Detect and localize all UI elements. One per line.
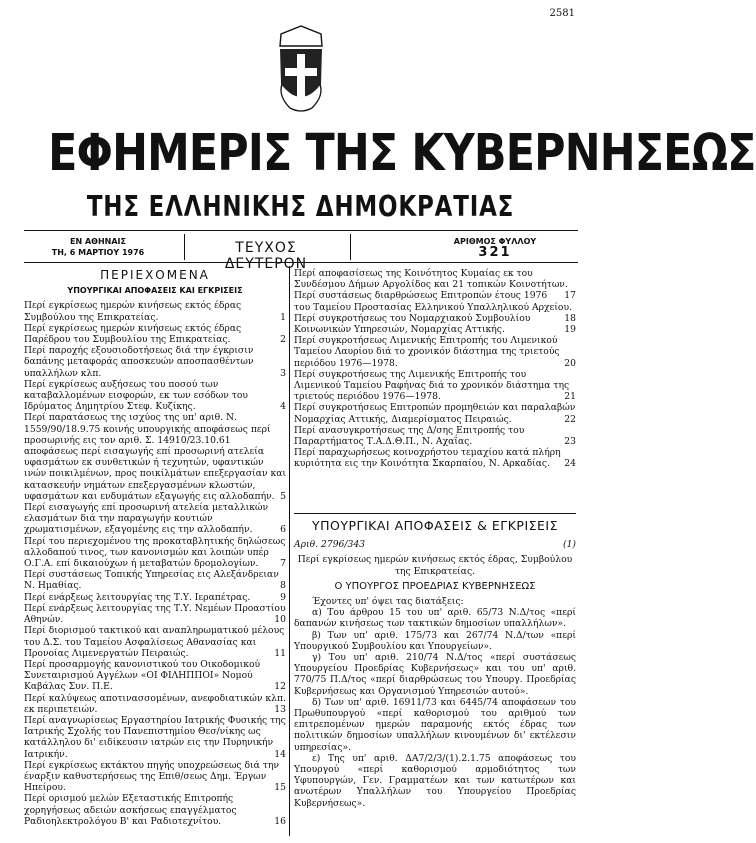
masthead-divider: [350, 234, 351, 260]
toc-entry-page: 5: [280, 490, 286, 502]
toc-entry-page: 17: [564, 290, 576, 302]
toc-entry-page: 20: [564, 357, 576, 369]
toc-entry-page: 9: [280, 591, 286, 603]
toc-entry: [24, 592, 286, 603]
toc-entry-text: Περί συγκροτήσεως Επιτροπών προμηθειών και παραλαβών Νομαρχίας Αττικής, Διαμερίσματος Πειραιώς.: [294, 402, 576, 425]
toc-entry: [24, 323, 286, 345]
decision-item: β) Των υπ' αριθ. 175/73 και 267/74 Ν.Δ/των «περί Υπουργικού Συμβουλίου και Υπουργείων».: [294, 629, 576, 652]
toc-entry-text: Περί συγκροτήσεως της Λιμενικής Επιτροπής του Λιμενικού Ταμείου Ραφήνας διά το χρονικόν διάστημα της τριετούς περιόδου 1976—1978.: [294, 368, 570, 403]
toc-entry-page: 10: [274, 614, 286, 626]
decision-ref-number: Αριθ. 2796/343: [294, 539, 366, 551]
sheet-number-block: [440, 236, 550, 258]
toc-entry-text: Περί ανασυγκροτήσεως της Δ/σης Επιτροπής του Παραρτήματος Τ.Α.Δ.Θ.Π., Ν. Αχαΐας.: [294, 424, 525, 448]
newspaper-title: ΕΦΗΜΕΡΙΣ ΤΗΣ ΚΥΒΕΡΝΗΣΕΩΣ: [48, 124, 756, 183]
issue-series: ΤΕΥΧΟΣ ΔΕΥΤΕΡΟΝ: [224, 240, 308, 272]
toc-entry-text: Περί παρατάσεως της ισχύος της υπ' αριθ. Ν. 1559/90/18.9.75 κοινής υπουργικής αποφάσεως περί προσωρινής εις τον αριθ. Σ. 14910/23.10.61 αποφάσεως περί εισαγωγής επί προσωρινή ατελεία υφασμάτων εκ συνθετικών ή τεχνητών, υφαντικών ινών ποικιλμένων, προς ποικίλμάτων επεξεργασίαν και κατασκευήν νημάτων επεξεργασμένων κλωστών, υφασμάτων και ενδυμάτων εξαγωγής εις αλλοδαπήν.: [24, 412, 286, 502]
decision-authority: Ο ΥΠΟΥΡΓΟΣ ΠΡΟΕΔΡΙΑΣ ΚΥΒΕΡΝΗΣΕΩΣ: [334, 580, 536, 592]
issue-date: ΤΗ, 6 ΜΑΡΤΙΟΥ 1976: [51, 248, 145, 257]
toc-entry: [24, 345, 286, 379]
toc-entry-page: 12: [274, 681, 286, 693]
toc-entry-text: Περί συστάσεως διαρθρώσεως Επιτροπών έτους 1976 του Ταμείου Προστασίας Ελληνικού Υπαλληλικού Αρχείου.: [294, 290, 572, 313]
toc-entry-text: Περί προσαρμογής κανονιστικού του Οικοδομικού Συνεταιρισμού Αγγέλων «ΟΙ ΦΙΛΗΠΠΟΙ» Νομού Καβάλας Συν. Π.Ε.: [24, 658, 261, 693]
toc-entry-text: Περί αποφασίσεως της Κοινότητος Κυμαίας εκ του Συνδέσμου Δήμων Αργολίδος και 21 τοπικών Κοινοτήτων.: [294, 268, 568, 291]
page-number: 2581: [549, 8, 575, 19]
masthead-divider: [184, 234, 185, 260]
toc-subheading: ΥΠΟΥΡΓΙΚΑΙ ΑΠΟΦΑΣΕΙΣ ΚΑΙ ΕΓΚΡΙΣΕΙΣ: [67, 286, 243, 296]
toc-entry: [24, 715, 286, 760]
toc-entry-page: 7: [280, 558, 286, 570]
toc-entry-text: Περί εγκρίσεως ημερών κινήσεως εκτός έδρας Παρέδρου του Συμβουλίου της Επικρατείας.: [24, 322, 242, 346]
toc-entry-page: 21: [564, 391, 576, 403]
toc-entry-page: 14: [274, 748, 286, 760]
toc-entry: [24, 603, 286, 625]
toc-entry-text: Περί εισαγωγής επί προσωρινή ατελεία μεταλλικών ελασμάτων διά την παραγωγήν κουτιών χρωματισμένων, εξαγομένης εις την αλλοδαπήν.: [24, 502, 269, 536]
toc-heading: ΠΕΡΙΕΧΟΜΕΝΑ: [100, 268, 210, 282]
toc-left-column: [24, 268, 286, 827]
toc-entry-page: 13: [274, 703, 286, 715]
toc-entry-page: 24: [564, 458, 576, 470]
toc-entry: [294, 369, 576, 403]
toc-entry: [294, 313, 576, 335]
issue-place-date: [38, 236, 158, 258]
toc-entry-text: Περί συστάσεως Τοπικής Υπηρεσίας εις Αλεξάνδρειαν Ν. Ημαθίας.: [24, 569, 279, 592]
toc-entry: [24, 412, 286, 502]
toc-entry: [24, 536, 286, 570]
toc-entry-page: 3: [280, 367, 286, 379]
section-rule: [294, 513, 576, 514]
toc-entry-text: Περί αναγνωρίσεως Εργαστηρίου Ιατρικής Φυσικής της Ιατρικής Σχολής του Πανεπιστημίου Θεσ/νίκης ως κατάλληλου δι' ειδίκευσιν ιατρών εις την Πυρηνικήν Ιατρικήν.: [24, 714, 286, 760]
toc-entry-text: Περί ενάρξεως λειτουργίας της Τ.Υ. Ιεραπέτρας.: [24, 591, 251, 603]
toc-entry: [294, 425, 576, 447]
toc-entry-page: 2: [280, 334, 286, 346]
decision-ref-index: (1): [562, 539, 576, 551]
newspaper-subtitle: ΤΗΣ ΕΛΛΗΝΙΚΗΣ ΔΗΜΟΚΡΑΤΙΑΣ: [86, 190, 515, 223]
masthead-top-rule: [24, 230, 578, 231]
toc-entry: [24, 659, 286, 693]
toc-entry-text: Περί ενάρξεως λειτουργίας της Τ.Υ. Νεμέων Προαστίου Αθηνών.: [24, 602, 286, 626]
toc-entry-page: 4: [280, 401, 286, 413]
coat-of-arms-emblem: [276, 24, 326, 116]
toc-right-column: [294, 268, 576, 470]
decision-reference: [294, 539, 576, 550]
toc-entry: [24, 693, 286, 715]
toc-entry-text: Περί εγκρίσεως ημερών κινήσεως εκτός έδρας Συμβούλου της Επικρατείας.: [24, 300, 242, 323]
section-heading: ΥΠΟΥΡΓΙΚΑΙ ΑΠΟΦΑΣΕΙΣ & ΕΓΚΡΙΣΕΙΣ: [311, 518, 559, 533]
toc-entry: [294, 447, 576, 469]
toc-entry: [24, 760, 286, 794]
toc-entry-page: 6: [280, 524, 286, 536]
toc-entry: [24, 502, 286, 536]
toc-entry-page: 22: [564, 413, 576, 425]
toc-entry: [24, 793, 286, 827]
toc-entry-text: Περί παραχωρήσεως κοινοχρήστου τεμαχίου κατά πλήρη κυριότητα εις την Κοινότητα Σκαρπαίου, Ν. Αρκαδίας.: [294, 447, 561, 470]
decision-items: [294, 607, 576, 809]
toc-entry-page: 19: [564, 324, 576, 336]
sheet-number: 321: [478, 245, 512, 260]
toc-entry-page: 15: [274, 782, 286, 794]
toc-entry: [294, 335, 576, 369]
decision-item: α) Του άρθρου 15 του υπ' αριθ. 65/73 Ν.Δ/τος «περί δαπανών κινήσεως των τακτικών δημοσίων υπαλλήλων».: [294, 607, 576, 630]
toc-entry-page: 8: [280, 580, 286, 592]
toc-entry-page: 1: [280, 311, 286, 323]
decision-intro: Περί εγκρίσεως ημερών κινήσεως εκτός έδρας, Συμβούλου της Επικρατείας.: [297, 554, 573, 577]
toc-entry-page: 18: [564, 312, 576, 324]
toc-entry-text: Περί του περιεχομένου της προκαταβλητικής δηλώσεως αλλοδαπού τινος, των κανονισμών και λοιπών υπέρ Ο.Γ.Α. επί δικαιούχων ή μεταβατών δρομολογίων.: [24, 535, 286, 570]
toc-entry-text: Περί καλύψεως αποτινασσομένων, ανεφοδιατικών κλπ. εκ περιπετειών.: [24, 692, 286, 715]
decision-body: [294, 510, 576, 809]
toc-entry: [24, 625, 286, 659]
decision-item: γ) Του υπ' αριθ. 210/74 Ν.Δ/τος «περί συστάσεως Υπουργείου Προεδρίας Κυβερνήσεως» και του υπ' αριθ. 770/75 Π.Δ/τος «περί διαρθρώσεως του Υπουργ. Προεδρίας Κυβερνήσεως και Οργανισμού Υπηρεσιών αυτού».: [294, 652, 576, 697]
decision-item: δ) Των υπ' αριθ. 16911/73 και 6445/74 αποφάσεων του Πρωθυπουργού «περί καθορισμού του αριθμού των επιτρεπομένων ημερών παραμονής εκτός έδρας των πολιτικών δημοσίων υπαλλήλων κινουμένων δι' εκτέλεσιν υπηρεσίας».: [294, 696, 576, 753]
toc-entry-text: Περί συγκροτήσεως Λιμενικής Επιτροπής του Λιμενικού Ταμείου Λαυρίου διά το χρονικόν διάστημα της τριετούς περιόδου 1976—1978.: [294, 335, 560, 369]
toc-entry: [24, 300, 286, 322]
toc-entry: [294, 402, 576, 424]
masthead-bottom-rule: [24, 262, 578, 263]
toc-entry: [24, 379, 286, 413]
toc-right-list: [294, 268, 576, 470]
toc-entry-text: Περί ορισμού μελών Εξεταστικής Επιτροπής χορηγήσεως αδειών ασκήσεως επαγγέλματος Ραδιοηλεκτρολόγου Β' και Ραδιοτεχνίτου.: [24, 793, 237, 827]
toc-entry-text: Περί εγκρίσεως αυξήσεως του ποσού των καταβαλλομένων εισφορών, εκ των εσόδων του Ιδρύματος Δημητρίου Στεφ. Κυζίκης.: [24, 378, 248, 413]
decision-item: ε) Της υπ' αριθ. ΔΑ7/2/3/(1).2.1.75 αποφάσεως του Υπουργού «περί καθορισμού αρμοδιότητος των Υφυπουργών, Γεν. Γραμματέων και των κατωτέρων και ανωτέρων Υπαλλήλων του Υπουργείου Προεδρίας Κυβερνήσεως».: [294, 752, 576, 809]
sheet-number-label: ΑΡΙΘΜΟΣ ΦΥΛΛΟΥ: [453, 237, 537, 246]
toc-left-list: [24, 300, 286, 827]
toc-entry-text: Περί εγκρίσεως εκτάκτου πηγής υποχρεώσεως διά την έναρξιν καθυστερήσεως της Επιθ/σεως Δημ. Έργων Ηπείρου.: [24, 759, 279, 794]
decision-considering: Έχοντες υπ' όψει τας διατάξεις:: [312, 596, 464, 608]
column-divider: [289, 266, 290, 836]
toc-entry-text: Περί παροχής εξουσιοδοτήσεως διά την έγκρισιν δαπάνης μεταφοράς αποσκευών αποσπασθέντων υπαλλήλων κλπ.: [24, 345, 254, 379]
toc-entry-text: Περί συγκροτήσεως του Νομαρχιακού Συμβουλίου Κοινωνικών Υπηρεσιών, Νομαρχίας Αττικής.: [294, 312, 531, 336]
toc-entry-page: 11: [274, 647, 286, 659]
toc-entry-page: 16: [274, 815, 286, 827]
toc-entry-page: 23: [564, 436, 576, 448]
toc-entry-text: Περί διορισμού τακτικού και αναπληρωματικού μέλους του Δ.Σ. του Ταμείου Ασφαλίσεως Αθανασίας και Προνοίας Λιμενεργατών Πειραιώς.: [24, 625, 285, 659]
issue-place: ΕΝ ΑΘΗΝΑΙΣ: [70, 237, 126, 246]
toc-entry: [24, 569, 286, 591]
